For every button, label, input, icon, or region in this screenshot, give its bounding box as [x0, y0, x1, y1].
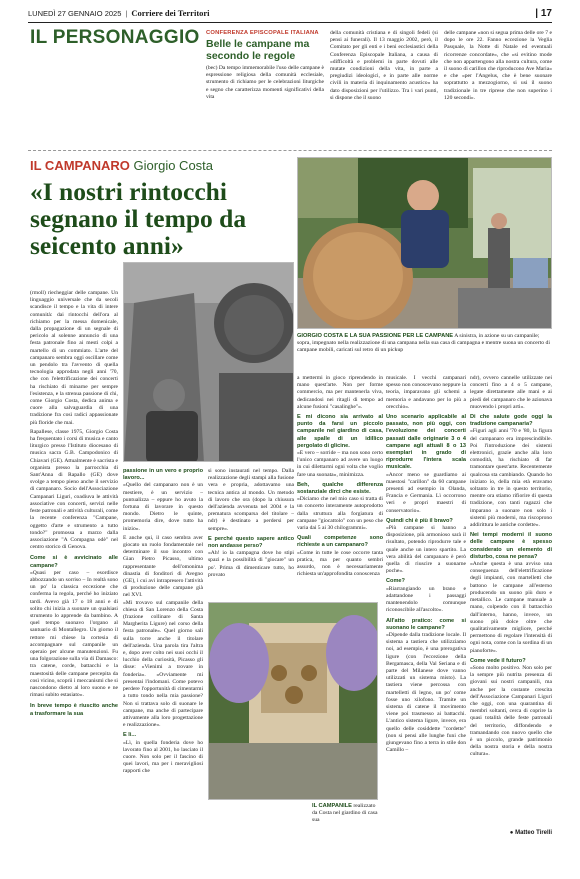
question-3: E li... — [123, 732, 137, 739]
column-5-e: «Dipende dalla tradizione locale. Il sistema a tastiera che utilizziamo noi, ad esempio, è una prerogativa ligure (con l'eccezione della Bergamasca, della Val Seriana e di parte del Milanese dove vanno utilizzati un sistema misto). La tastiera viene percossa con martelletti di legno, un po' come fosse uno xilofono. Tramite un sistema di catene il movimento viene poi trasmesso ai battacchi. L'antico sistema ligure, invece, era quello delle cosiddette "cordette" (non si pensi alle lunghe funi che giungevano fino a terra in stile don Camillo – — [386, 631, 466, 754]
column-2 — [123, 468, 203, 850]
column-4-d: «Come in tutte le cose occorre tanta pratica, ma per quanto sembri assurdo, non è necessariamente richiesta un'approfondita conoscenza — [297, 549, 383, 578]
photo-garden-art — [209, 603, 378, 800]
photo-caption-bold: GIORGIO COSTA E LA SUA PASSIONE PER LE CAMPANE — [297, 333, 454, 339]
column-6-b: «Figuri agli anni '70 e '80, la figura del campanaro era imprescindibile. Poi l'introduzione dei sistemi elettronici, grazie anche alla loro comodità, ha rischiato di far tramontare quest'arte. Recentemente qualcosa sta cambiando. Quando ho iniziato io, della mia età eravamo soltanto in tre in questo territorio, mentre ora stiamo rifiorire di questa tradizione, con tanti ragazzi che imparano a suonare non solo i sistemi più moderni, ma riscoprono addirittura le antiche cordette». — [470, 428, 552, 529]
photo-caption — [297, 333, 552, 355]
photo-bell-casting-art — [298, 158, 552, 329]
column-2-c: «Mi trovavo sul campanile della chiesa di San Lorenzo della Costa (frazione collinare di Santa Margherita Ligure) nel corso della festa patronale». Quel giorno sali sulla torre anche il titolare dell'azienda. Una parola tira l'altra e, dopo aver colto nei suoi occhi il lucchio della curiosità, Picasso gli disse: «Vienimi a trovare in fonderia». «Ovviamente mi presentai l'indomani. Come potevo perdere l'opportunità di cimentarmi a tutto tondo nella mia passione? Non si trattava solo di suonare le campane, ma anche di partecipare attivamente alla loro progettazione e realizzazione». — [123, 599, 203, 729]
header-date: LUNEDÌ 27 GENNAIO 2025 — [28, 8, 122, 18]
photo-campanile-art — [124, 263, 294, 462]
page-header: LUNEDÌ 27 GENNAIO 2025 | Corriere dei Territori | 17 — [28, 7, 552, 19]
column-4 — [297, 375, 383, 598]
column-6 — [470, 375, 552, 827]
question-9: Quindi chi è più il bravo? — [386, 517, 453, 524]
column-6-c: «Anche questa è una avviso una conseguenza dell'elettrificazione degli impianti, con martelletti che battono le campane all'esterno producendo un suono più duro e metallico. Le campane manuale a mano, colpendo con il battacchio dall'interno, hanno, invece, un suono più dolce oltre che qualitativamente migliore, perché permettono di regolare l'intensità di ogni nota, come con la sordina di un pianoforte». — [470, 561, 552, 654]
question-4: E perché questo sapere antico non andasse perso? — [208, 535, 294, 550]
question-1: Come si è avvicinato alle campane? — [30, 555, 118, 569]
column-5-a: musicale. I vecchi campanari spesso non conoscevano neppure la teoria, imparavano gli schemi a memoria e andavano per lo più a orecchio». — [386, 375, 466, 410]
column-3-b: «Ah! io la campagna dove ho stipi spazi e la possibilità di "giocare" un po'. Prima di dimenticare tutto, ho provato — [208, 550, 294, 578]
question-13: Nei tempi moderni il suono delle campane è spesso considerato un elemento di disturbo, cosa ne pensa? — [470, 532, 552, 560]
page-number: | 17 — [535, 7, 552, 19]
column-5 — [386, 375, 466, 805]
column-2-b: E anche qui, il caso sembra aver giocato un ruolo fondamentale nel determinare il suo incontro con Gian Pietro Picasso, ultimo rappresentante dell'omonima dinastia di fonditori di Avegno (GE), i cui avi intrapresero l'attività di produzione delle campane già nel XVI. — [123, 534, 203, 599]
column-2-lead: passione in un vero e proprio lavoro... — [123, 468, 203, 482]
byline — [470, 830, 552, 836]
byline-bullet-icon: ● — [509, 830, 516, 836]
column-4-a: a mettermi in gioco riprendendo in mano quest'arte. Non per forme commercio, ma per mantenerla viva, dedicandosi nei ritagli di tempo ad alcune fusioni "casalinghe"». — [297, 375, 383, 410]
question-11: All'atto pratico: come si suonano le campane? — [386, 617, 466, 631]
column-2-d: «Lì, in quella fonderia dove ho lavorato fino al 2001, ho lasciato il cuore. Non solo per il fascino di quei lavori, ma per i meravigliosi rapporti che — [123, 739, 203, 775]
box-divider — [28, 150, 552, 151]
column-5-b: «Ancor meno se guardiamo ai maestosi "carillon" da 60 campane presenti ad esempio in Olanda, Francia e Germania. Lì occorrono veri e propri maestri di conservatorio». — [386, 471, 466, 514]
small-caption-bold: IL CAMPANILE — [312, 803, 352, 809]
headline: «I nostri rintocchi segnano il tempo da seicento anni» — [30, 177, 247, 260]
column-4-c: «Diciamo che nel mio caso si tratta di un concerto interamente autoprodotto dalla struttura alla forgiatura di campane "giocattolo" con un peso che varia dai 5 ai 30 chilogrammi». — [297, 496, 383, 532]
small-caption — [312, 803, 378, 825]
question-12: Di che salute gode oggi la tradizione campanaria? — [470, 414, 552, 428]
header-rule — [28, 22, 552, 23]
sidebar-box — [206, 30, 552, 145]
question-7: Quali competenze sono richieste a un campanaro? — [297, 535, 383, 549]
question-10: Come? — [386, 578, 405, 585]
small-caption-text: realizzato da Costa nel giardino di casa sua — [312, 803, 378, 824]
photo-bell-casting — [297, 157, 552, 329]
kicker-name: Giorgio Costa — [133, 158, 214, 173]
section-title: IL PERSONAGGIO — [30, 27, 200, 48]
photo-campanile — [123, 262, 294, 462]
column-5-d: «Riarrangiando un brano e adattandone i passaggi mantenendolo comunque riconoscibile all'ascolto». — [386, 585, 466, 614]
question-8: Uno scenario applicabile al passato, non più oggi, con l'evoluzione dei concerti passati dalle originarie 3 o 4 campane agli attuali 8 o 13 esemplari in grado di riprodurre l'intera scala musicale. — [386, 414, 466, 471]
column-1 — [30, 290, 118, 850]
photo-garden-campanile — [208, 602, 378, 800]
photo-caption-text: A sinistra, in azione su un campanile; sopra, impegnato nella realizzazione di una campana nella sua casa di campagna e mentre suona un concerto di campane mobili, caricati sul retro di un pickup — [297, 333, 550, 354]
article-kicker — [30, 158, 213, 173]
question-2: In breve tempo è riuscito anche a trasformare la sua — [30, 703, 118, 717]
header-paper: Corriere dei Territori — [131, 8, 210, 18]
column-3-a: si sono instaurati nel tempo. Dalla realizzazione degli stampi alla fusione vera e propria, adottavamo una tecnica antica al mondo. Un metodo di lavoro che ora (dopo la chiusura dell'azienda avvenuta nel 2004 e la prematura scomparsa del titolare – ndr) è destinato a perdersi per sempre». — [208, 468, 294, 532]
column-3 — [208, 468, 294, 598]
byline-name: Matteo Tirelli — [515, 830, 552, 836]
question-6: Beh, qualche differenza sostanziale dirci che esiste. — [297, 481, 383, 496]
box-kicker: CONFERENZA EPISCOPALE ITALIANA — [206, 30, 319, 36]
column-5-c: «Più campane si hanno a disposizione, più armonioso sarà il risultato, potendo riprodurre tale e quale anche un intero spartito. La vera abilità del campanaro è però quella di riuscire a suonarne poche». — [386, 525, 466, 575]
question-5: E mi dicono sia arrivato al punto da farsi un piccolo campanile nel giardino di casa, alle spalle di un idillico pergolato di glicine. — [297, 414, 383, 449]
kicker-label: IL CAMPANARO — [30, 158, 130, 173]
box-col-3: delle campane «non si segua prima delle ore 7 e dopo le ore 22. Fanno eccezione la Veglia Pasquale, la Notte di Natale ed eventuali ricorrenze concordate», che «si evitino mode che non appartengono alla nostra cultura, come il suono di carillon che riproducono Ave Maria» e che «per l'Angelus, che è bene suonare soprattutto a mezzogiorno, si usi il suono tradizionale in tre riprese che non superino i 120 secondi». — [444, 30, 552, 101]
column-6-a: ndr), ovvero cannelle utilizzate nei concerti fino a 4 o 5 campane, legate direttamente alle mani e ai piedi del campanaro che le azionava muovendo i propri arti». — [470, 375, 552, 410]
column-1-intro: (rmoll) riecheggiar delle campane. Un linguaggio universale che da secoli scandisce il tempo e la vita di intere comunità: dai rintocchi dell'ora al richiamo per la messa domenicale, dalla propagazione di un segnale di pericolo al solenne annuncio di una festa patronale fino ai mesti colpi a martello di un commiato. L'arte del campanaro sembra oggi oscillare come un pendolo tra l'avvento di quella tecnologia approdata negli anni '70, che con l'elettrificazione dei concerti ha rischiato di minarne per sempre l'esistenza, e la strenua passione di chi, come Giorgio Costa, dedica anima e cuore alla salvaguardia di una tradizione fra così radici appassionate più floride che mai. — [30, 290, 118, 426]
question-14: Come vede il futuro? — [470, 657, 526, 664]
column-2-a: «Quello del campanaro non è un mestiere, è un servizio – puntualizza – eppure ho avuto la fortuna di lavorare in questo mondo. Dietro le quinte, promemoria dire, dove tutto ha inizio». — [123, 482, 203, 532]
box-title: Belle le campane ma secondo le regole — [206, 38, 310, 62]
page-number-value: 17 — [540, 7, 552, 19]
box-col-2: della comunità cristiana e di singoli fedeli (si pensi ai funerali). Il 13 maggio 2002, però, il Comitato per gli enti e i beni ecclesiastici della Conferenza Episcopale Italiana, a causa di «difficoltà e problemi in parte dovuti alle mutate condizioni della vita, in parte a pregiudizi ideologici, e in parte alle norme civili in materia di inquinamento acustico» ha dato disposizioni per l'utilizzo. Tra i vari punti, si dispone che il suono — [330, 30, 438, 101]
box-col-1: (bec) Da tempo immemorabile l'uso delle campane è espressione religiosa della comunità ecclesiale, strumento di richiamo per le celebrazioni liturgiche e segno che caratterizza momenti significativi della vita — [206, 65, 324, 100]
column-6-d: «Sono molto positivo. Non solo per la sempre più nutrita presenza di giovani sui nostri campanili, ma anche per la costante crescita dell'Associazione Campanari Liguri che oggi, con una quarantina di membri soltanti, cerca di coprire la quasi totalità delle feste patronali del territorio, diffondendo e tramandando con nuovo quello che è un piccolo, grande patrimonio della nostra storia e della nostra cultura». — [470, 664, 552, 758]
column-1-bio: Rapallese, classe 1975, Giorgio Costa ha frequentato i corsi di musica e canto liturgico presso l'Istituto diocesano di musica sacra G.B. Campodonico di Chiavari (GE). Attualmente è sacrista e organista presso la parrocchia di Sant'Anna di Rapallo (GE) dove svolge a tempo pieno anche il servizio di campanaro. Socio dell'Associazione Campanari Liguri, coadiuva le attività associative con concerti, servizi nelle feste patronali e attività culturali, come la recente conferenza "Campane, oggetto d'arte e strumento a tutto tondo?" promossa a marzo dalla associazione "A Compagna odè" nel centro storico di Genova. — [30, 428, 118, 551]
answer-1: «Quasi per caso – esordisce abbozzando un sorriso – In realtà sono un po' la classica eccezione che conferma la regola, perché ho iniziato tardi. Avevo già 17 o 18 anni e di solito chi inizia a suonare un qualsiasi strumento lo apprende da bambino. A quel tempo suonavo l'organo al santuario di Montallegro. Un giorno il rettore mi chiese la cortesia di accompagnare sul campanile un operaio per alcune manutenzioni. Fu una folgorazione sulla via di Damasco: tra catene, corde, battacchi e la maestosità delle campane percepita da così vicino, scoprii i meccanismi che si nascondono dietro al loro suono e ne rimasi subito estasiato». — [30, 569, 118, 699]
column-4-b: «È vero – sorride – ma non sono certo l'unico campanaro ad avere un luogo in cui dilettarmi ogni volta che voglio fare una suonata», minimizza. — [297, 450, 383, 478]
